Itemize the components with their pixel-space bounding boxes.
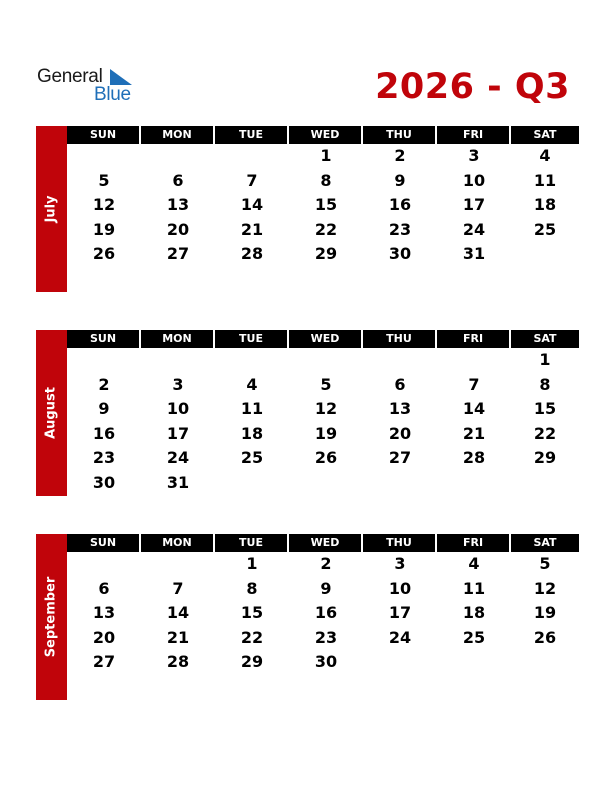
empty-day-cell [67, 144, 141, 169]
weekday-header: WED [289, 126, 361, 144]
day-cell: 25 [533, 219, 557, 239]
weekday-header: SAT [511, 126, 579, 144]
day-cell: 3 [468, 146, 480, 165]
empty-day-cell [215, 471, 289, 496]
weekday-header: FRI [437, 330, 509, 348]
day-cell: 5 [320, 374, 332, 394]
day-cell: 22 [240, 627, 264, 647]
empty-day-cell [141, 552, 215, 577]
week-row [67, 650, 577, 675]
day-cell: 18 [462, 603, 486, 622]
month-name: July [43, 195, 59, 223]
weekday-header: THU [363, 330, 435, 348]
day-cell: 3 [172, 374, 184, 394]
page-title: 2026 - Q3 [375, 67, 570, 107]
empty-day-cell [67, 552, 141, 577]
day-cell: 14 [240, 195, 264, 214]
month-grid [67, 534, 577, 675]
month-name: August [43, 387, 59, 439]
day-cell: 27 [92, 652, 116, 671]
day-cell: 15 [314, 195, 338, 214]
day-cell: 13 [166, 195, 190, 214]
week-row [67, 601, 577, 626]
day-cell: 26 [533, 627, 557, 647]
day-cell: 31 [166, 472, 190, 492]
day-cell: 8 [539, 374, 551, 394]
day-cell: 29 [240, 652, 264, 671]
day-cell: 5 [98, 170, 110, 190]
day-cell: 13 [92, 603, 116, 622]
month-sidebar [36, 126, 67, 292]
weekday-header: MON [141, 330, 213, 348]
day-cell: 12 [533, 578, 557, 598]
day-cell: 23 [388, 219, 412, 239]
weekday-header-row [67, 330, 577, 348]
empty-day-cell [215, 348, 289, 373]
day-cell: 13 [388, 399, 412, 418]
month-grid [67, 126, 577, 267]
empty-day-cell [511, 242, 579, 267]
day-cell: 15 [533, 399, 557, 418]
day-cell: 23 [92, 448, 116, 467]
day-cell: 9 [394, 170, 406, 190]
day-cell: 20 [166, 219, 190, 239]
week-row [67, 397, 577, 422]
logo [37, 66, 147, 106]
day-cell: 9 [320, 578, 332, 598]
day-cell: 2 [320, 554, 332, 573]
empty-day-cell [437, 650, 511, 675]
empty-day-cell [141, 144, 215, 169]
week-row [67, 422, 577, 447]
month-name: September [43, 576, 59, 658]
weekday-header: FRI [437, 534, 509, 552]
weekday-header: WED [289, 534, 361, 552]
weekday-header: TUE [215, 330, 287, 348]
day-cell: 19 [314, 423, 338, 443]
day-cell: 20 [92, 627, 116, 647]
day-cell: 18 [533, 195, 557, 214]
day-cell: 19 [533, 603, 557, 622]
day-cell: 28 [240, 244, 264, 263]
empty-day-cell [289, 348, 363, 373]
month-block-july [36, 126, 577, 292]
empty-day-cell [363, 471, 437, 496]
empty-day-cell [215, 144, 289, 169]
week-row [67, 446, 577, 471]
day-cell: 28 [166, 652, 190, 671]
empty-day-cell [437, 471, 511, 496]
day-cell: 17 [166, 423, 190, 443]
month-block-september [36, 534, 577, 700]
weekday-header: TUE [215, 126, 287, 144]
month-sidebar [36, 534, 67, 700]
day-cell: 23 [314, 627, 338, 647]
day-cell: 10 [462, 170, 486, 190]
weekday-header: MON [141, 126, 213, 144]
weekday-header: TUE [215, 534, 287, 552]
day-cell: 7 [246, 170, 258, 190]
day-cell: 10 [388, 578, 412, 598]
day-cell: 3 [394, 554, 406, 573]
empty-day-cell [289, 471, 363, 496]
weekday-header: THU [363, 534, 435, 552]
day-cell: 19 [92, 219, 116, 239]
day-cell: 2 [98, 374, 110, 394]
day-cell: 17 [388, 603, 412, 622]
day-cell: 28 [462, 448, 486, 467]
day-cell: 4 [539, 146, 551, 165]
day-cell: 4 [246, 374, 258, 394]
week-row [67, 348, 577, 373]
empty-day-cell [363, 348, 437, 373]
week-row [67, 218, 577, 243]
day-cell: 11 [240, 399, 264, 418]
logo-text-blue: Blue [94, 84, 131, 105]
day-cell: 14 [462, 399, 486, 418]
day-cell: 8 [320, 170, 332, 190]
weekday-header: MON [141, 534, 213, 552]
day-cell: 30 [388, 244, 412, 263]
empty-day-cell [363, 650, 437, 675]
empty-day-cell [511, 471, 579, 496]
day-cell: 11 [462, 578, 486, 598]
empty-day-cell [67, 348, 141, 373]
week-row [67, 169, 577, 194]
week-row [67, 373, 577, 398]
week-row [67, 471, 577, 496]
week-row [67, 552, 577, 577]
weekday-header: SUN [67, 126, 139, 144]
weekday-header-row [67, 534, 577, 552]
week-row [67, 626, 577, 651]
weekday-header-row [67, 126, 577, 144]
logo-triangle-icon [110, 69, 132, 85]
day-cell: 9 [98, 399, 110, 418]
day-cell: 17 [462, 195, 486, 214]
day-cell: 16 [314, 603, 338, 622]
day-cell: 22 [314, 219, 338, 239]
day-cell: 1 [539, 350, 551, 369]
day-cell: 6 [98, 578, 110, 598]
day-cell: 16 [388, 195, 412, 214]
day-cell: 10 [166, 399, 190, 418]
empty-day-cell [141, 348, 215, 373]
week-row [67, 144, 577, 169]
weekday-header: SAT [511, 534, 579, 552]
day-cell: 22 [533, 423, 557, 443]
month-block-august [36, 330, 577, 496]
empty-day-cell [437, 348, 511, 373]
day-cell: 2 [394, 146, 406, 165]
weekday-header: SUN [67, 330, 139, 348]
day-cell: 15 [240, 603, 264, 622]
day-cell: 21 [240, 219, 264, 239]
weekday-header: SAT [511, 330, 579, 348]
day-cell: 14 [166, 603, 190, 622]
day-cell: 25 [240, 448, 264, 467]
day-cell: 25 [462, 627, 486, 647]
week-row [67, 577, 577, 602]
day-cell: 27 [166, 244, 190, 263]
weekday-header: SUN [67, 534, 139, 552]
empty-day-cell [511, 650, 579, 675]
week-row [67, 242, 577, 267]
month-sidebar [36, 330, 67, 496]
day-cell: 1 [320, 146, 332, 165]
day-cell: 6 [394, 374, 406, 394]
day-cell: 11 [533, 170, 557, 190]
day-cell: 26 [314, 448, 338, 467]
day-cell: 24 [462, 219, 486, 239]
day-cell: 27 [388, 448, 412, 467]
weekday-header: THU [363, 126, 435, 144]
day-cell: 30 [314, 652, 338, 671]
day-cell: 24 [166, 448, 190, 467]
day-cell: 7 [172, 578, 184, 598]
day-cell: 18 [240, 423, 264, 443]
day-cell: 8 [246, 578, 258, 598]
day-cell: 16 [92, 423, 116, 443]
day-cell: 24 [388, 627, 412, 647]
day-cell: 6 [172, 170, 184, 190]
day-cell: 7 [468, 374, 480, 394]
day-cell: 4 [468, 554, 480, 573]
day-cell: 5 [539, 554, 551, 573]
day-cell: 21 [166, 627, 190, 647]
day-cell: 29 [314, 244, 338, 263]
day-cell: 20 [388, 423, 412, 443]
day-cell: 29 [533, 448, 557, 467]
weekday-header: WED [289, 330, 361, 348]
weekday-header: FRI [437, 126, 509, 144]
week-row [67, 193, 577, 218]
day-cell: 30 [92, 472, 116, 492]
day-cell: 31 [462, 244, 486, 263]
logo-text-general: General [37, 66, 103, 87]
day-cell: 21 [462, 423, 486, 443]
day-cell: 26 [92, 244, 116, 263]
day-cell: 1 [246, 554, 258, 573]
month-grid [67, 330, 577, 495]
day-cell: 12 [314, 399, 338, 418]
day-cell: 12 [92, 195, 116, 214]
